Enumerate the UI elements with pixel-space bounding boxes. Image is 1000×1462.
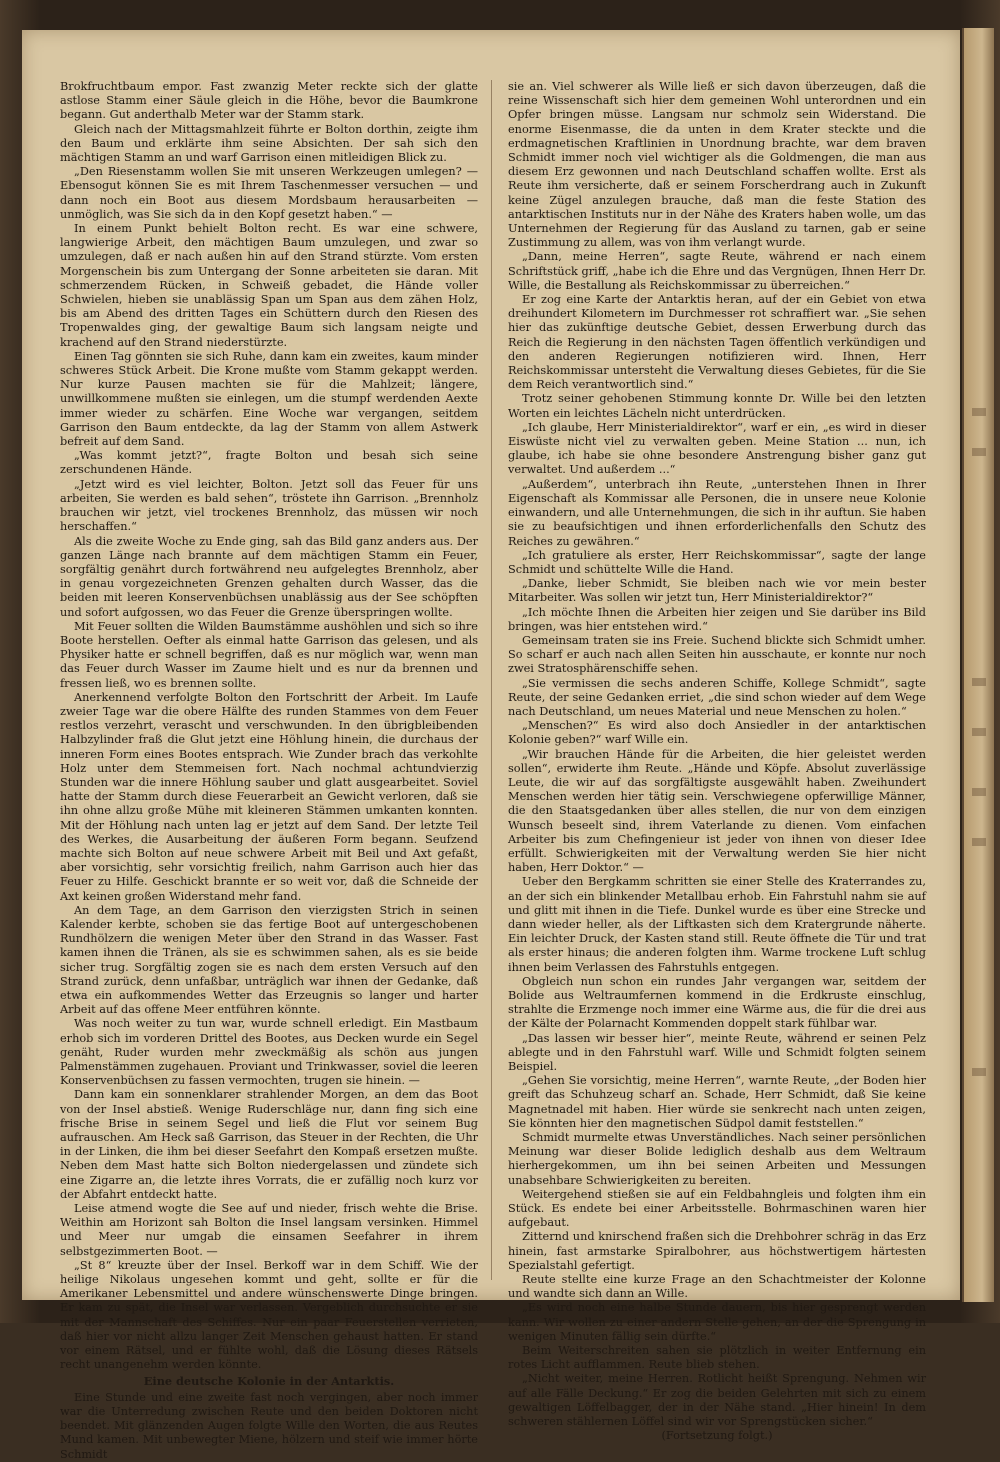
paragraph: Trotz seiner gehobenen Stimmung konnte Dr. Wille bei den letzten Worten ein leichtes Lächeln nicht unterdrücken. — [508, 392, 926, 420]
paragraph: An dem Tage, an dem Garrison den vierzigsten Strich in seinen Kalender kerbte, schoben sie das fertige Boot auf untergeschobenen Rundhölzern die wenigen Meter über den Strand in das Wasser. Fast kamen ihnen die Tränen, als sie es schwimmen sahen, als es sie beide sicher trug. Sorgfältig zogen sie es nach dem ersten Versuch auf den Strand zurück, denn unfaßbar, unträglich war ihnen der Gedanke, daß etwa ein aufkommendes Wetter das Erzeugnis so langer und harter Arbeit auf das offene Meer entführen könnte. — [60, 903, 478, 1017]
paragraph: Eine Stunde und eine zweite fast noch vergingen, aber noch immer war die Unterredung zwischen Reute und den beiden Doktoren nicht beendet. Mit glänzenden Augen folgte Wille den Worten, die aus Reutes Mund kamen. Mit unbewegter Miene, hölzern und steif wie immer hörte Schmidt — [60, 1390, 478, 1461]
paragraph: Brokfruchtbaum empor. Fast zwanzig Meter reckte sich der glatte astlose Stamm einer Säule gleich in die Höhe, bevor die Baumkrone begann. Gut anderthalb Meter war der Stamm stark. — [60, 80, 478, 122]
paragraph: „Außerdem“, unterbrach ihn Reute, „unterstehen Ihnen in Ihrer Eigenschaft als Kommissar alle Personen, die in unsere neue Kolonie einwandern, und alle Unternehmungen, die sich in ihr auftun. Sie haben sie zu beaufsichtigen und ihnen erforderlichenfalls den Schutz des Reiches zu gewähren.“ — [508, 477, 926, 548]
paragraph: Dann kam ein sonnenklarer strahlender Morgen, an dem das Boot von der Insel abstieß. Wenige Ruderschläge nur, dann fing sich eine frische Brise in seinem Segel und ließ die Flut vor seinem Bug aufrauschen. Am Heck saß Garrison, das Steuer in der Rechten, die Uhr in der Linken, die ihm bei dieser Seefahrt den Kompaß ersetzen mußte. Neben dem Mast hatte sich Bolton niedergelassen und zündete sich eine Zigarre an, die letzte ihres Vorrats, die er zufällig noch kurz vor der Abfahrt entdeckt hatte. — [60, 1088, 478, 1201]
paragraph: „Danke, lieber Schmidt, Sie bleiben nach wie vor mein bester Mitarbeiter. Was sollen wir jetzt tun, Herr Ministerialdirektor?“ — [508, 577, 926, 605]
paragraph: Zitternd und knirschend fraßen sich die Drehbohrer schräg in das Erz hinein, fast armstarke Spiralbohrer, aus höchstwertigem härtesten Spezialstahl gefertigt. — [508, 1230, 926, 1272]
paragraph: Gleich nach der Mittagsmahlzeit führte er Bolton dorthin, zeigte ihm den Baum und erklärte ihm seine Absichten. Der sah sich den mächtigen Stamm an und warf Garrison einen mitleidigen Blick zu. — [60, 122, 478, 165]
paragraph: „Was kommt jetzt?“, fragte Bolton und besah sich seine zerschundenen Hände. — [60, 449, 478, 477]
paragraph: Mit Feuer sollten die Wilden Baumstämme aushöhlen und sich so ihre Boote herstellen. Oefter als einmal hatte Garrison das gelesen, und als Physiker hatte er schnell begriffen, daß es nur möglich war, wenn man das Feuer durch Wasser im Zaume hielt und es nur da brennen und fressen ließ, wo es brennen sollte. — [60, 619, 478, 690]
paragraph: Ueber den Bergkamm schritten sie einer Stelle des Kraterrandes zu, an der sich ein blinkender Metallbau erhob. Ein Fahrstuhl nahm sie auf und glitt mit ihnen in die Tiefe. Dunkel wurde es über eine Strecke und dann wieder heller, als der Liftkasten sich dem Kratergrunde näherte. Ein leichter Druck, der Kasten stand still. Reute öffnete die Tür und trat als erster hinaus; die anderen folgten ihm. Warme trockene Luft schlug ihnen beim Verlassen des Fahrstuhls entgegen. — [508, 875, 926, 974]
paragraph: „Dann, meine Herren“, sagte Reute, während er nach einem Schriftstück griff, „habe ich die Ehre und das Vergnügen, Ihnen Herr Dr. Wille, die Bestallung als Reichskommissar zu überreichen.“ — [508, 250, 926, 292]
paragraph: „St 8“ kreuzte über der Insel. Berkoff war in dem Schiff. Wie der heilige Nikolaus ungesehen kommt und geht, sollte er für die Amerikaner Lebensmittel und andere wünschenswerte Dinge bringen. Er kam zu spät, die Insel war verlassen. Vergeblich durchsuchte er sie mit der Mannschaft des Schiffes. Nur ein paar Feuerstellen verrieten, daß hier vor nicht allzu langer Zeit Menschen gehaust hatten. Er stand vor einem Rätsel, und er fühlte wohl, daß die Lösung dieses Rätsels recht unangenehm werden könnte. — [60, 1258, 478, 1372]
paragraph: „Ich glaube, Herr Ministerialdirektor“, warf er ein, „es wird in dieser Eiswüste nicht viel zu verwalten geben. Meine Station ... nun, ich glaube, ich habe sie ohne besondere Anstrengung bisher ganz gut verwaltet. Und außerdem ...“ — [508, 420, 926, 477]
paragraph: „Gehen Sie vorsichtig, meine Herren“, warnte Reute, „der Boden hier greift das Schuhzeug scharf an. Schade, Herr Schmidt, daß Sie keine Magnetnadel mit haben. Hier würde sie senkrecht nach unten zeigen, Sie könnten hier den magnetischen Südpol damit feststellen.“ — [508, 1074, 926, 1130]
paragraph: Was noch weiter zu tun war, wurde schnell erledigt. Ein Mastbaum erhob sich im vorderen Drittel des Bootes, aus Decken wurde ein Segel genäht, Ruder wurden mehr zweckmäßig als schön aus jungen Palmenstämmen zugehauen. Proviant und Trinkwasser, soviel die leeren Konservenbüchsen zu fassen vermochten, trugen sie hinein. — — [60, 1017, 478, 1088]
paragraph: „Nicht weiter, meine Herren. Rotlicht heißt Sprengung. Nehmen wir auf alle Fälle Deckung.“ Er zog die beiden Gelehrten mit sich zu einem gewaltigen Löffelbagger, der in der Nähe stand. „Hier hinein! In dem schweren stählernen Löffel sind wir vor Sprengstücken sicher.“ — [508, 1372, 926, 1429]
paragraph: Als die zweite Woche zu Ende ging, sah das Bild ganz anders aus. Der ganzen Länge nach brannte auf dem mächtigen Stamm ein Feuer, sorgfältig genährt durch fortwährend neu aufgelegtes Brennholz, aber in genau vorgezeichneten Grenzen gehalten durch Wasser, das die beiden mit leeren Konservenbüchsen unablässig aus der See schöpften und sofort aufgossen, wo das Feuer die Grenze überspringen wollte. — [60, 534, 478, 619]
paragraph: „Das lassen wir besser hier“, meinte Reute, während er seinen Pelz ablegte und in den Fahrstuhl warf. Wille und Schmidt folgten seinem Beispiel. — [508, 1031, 926, 1074]
paragraph: Leise atmend wogte die See auf und nieder, frisch wehte die Brise. Weithin am Horizont sah Bolton die Insel langsam versinken. Himmel und Meer nur umgab die einsamen Seefahrer in ihrem selbstgezimmerten Boot. — — [60, 1202, 478, 1258]
paragraph: Einen Tag gönnten sie sich Ruhe, dann kam ein zweites, kaum minder schweres Stück Arbeit. Die Krone mußte vom Stamm gekappt werden. Nur kurze Pausen machten sie für die Mahlzeit; längere, unwillkommene mußten sie einlegen, um die stumpf werdenden Aexte immer wieder zu schärfen. Eine Woche war vergangen, seitdem Garrison den Baum entdeckte, da lag der Stamm von allem Astwerk befreit auf dem Sand. — [60, 349, 478, 449]
paragraph: Gemeinsam traten sie ins Freie. Suchend blickte sich Schmidt umher. So scharf er auch nach allen Seiten hin ausschaute, er konnte nur noch zwei Stratosphärenschiffe sehen. — [508, 633, 926, 676]
adjacent-page-edge — [962, 28, 994, 1302]
column-divider — [491, 80, 492, 1280]
paragraph: Er zog eine Karte der Antarktis heran, auf der ein Gebiet von etwa dreihundert Kilometern im Durchmesser rot schraffiert war. „Sie sehen hier das zukünftige deutsche Gebiet, dessen Erwerbung durch das Reich die Regierung in den nächsten Tagen öffentlich verkündigen und den anderen Regierungen notifizieren wird. Ihnen, Herr Reichskommissar untersteht die Verwaltung dieses Gebietes, für die Sie dem Reich verantwortlich sind.“ — [508, 293, 926, 392]
paragraph: „Wir brauchen Hände für die Arbeiten, die hier geleistet werden sollen“, erwiderte ihm Reute. „Hände und Köpfe. Absolut zuverlässige Leute, die wir auf das sorgfältigste ausgewählt haben. Zweihundert Menschen werden hier tätig sein. Verschwiegene opferwillige Männer, die den Staatsgedanken über alles stellen, die nur von dem einzigen Wunsch beseelt sind, ihrem Vaterlande zu dienen. Vom einfachen Arbeiter bis zum Chefingenieur ist jeder von ihnen von dieser Idee erfüllt. Schwierigkeiten mit der Verwaltung werden Sie hier nicht haben, Herr Doktor.“ — — [508, 747, 926, 875]
section-heading: Eine deutsche Kolonie in der Antarktis. — [143, 1374, 395, 1389]
paragraph: „Es wird noch eine halbe Stunde dauern, bis hier gesprengt werden kann. Wir wollen zu einer andern Stelle gehen, an der die Sprengung in wenigen Minuten fällig sein dürfte.“ — [508, 1301, 926, 1343]
right-column — [508, 80, 926, 1443]
paragraph: „Sie vermissen die sechs anderen Schiffe, Kollege Schmidt“, sagte Reute, der seine Gedanken erriet, „die sind schon wieder auf dem Wege nach Deutschland, um neues Material und neue Menschen zu holen.“ — [508, 676, 926, 718]
paragraph: In einem Punkt behielt Bolton recht. Es war eine schwere, langwierige Arbeit, den mächtigen Baum umzulegen, und zwar so umzulegen, daß er nach außen hin auf den Strand stürzte. Vom ersten Morgenschein bis zum Untergang der Sonne arbeiteten sie daran. Mit schmerzendem Rücken, in Schweiß gebadet, die Hände voller Schwielen, hieben sie unablässig Span um Span aus dem zähen Holz, bis am Abend des dritten Tages ein Schüttern durch den Riesen des Tropenwaldes ging, der gewaltige Baum sich langsam neigte und krachend auf den Strand niederstürzte. — [60, 222, 478, 349]
left-column — [60, 80, 478, 1461]
paragraph: Weitergehend stießen sie auf ein Feldbahngleis und folgten ihm ein Stück. Es endete bei einer Arbeitsstelle. Bohrmaschinen waren hier aufgebaut. — [508, 1187, 926, 1230]
paragraph: sie an. Viel schwerer als Wille ließ er sich davon überzeugen, daß die reine Wissenschaft sich hier dem gemeinen Wohl unterordnen und ein Opfer bringen müsse. Langsam nur schmolz sein Widerstand. Die enorme Eisenmasse, die da unten in dem Krater steckte und die erdmagnetischen Kraftlinien in Unordnung brachte, war dem braven Schmidt immer noch viel wichtiger als die Goldmengen, die man aus diesem Erz gewonnen und nach Deutschland schaffen wollte. Erst als Reute ihm versicherte, daß er seinem Forscherdrang auch in Zukunft keine Zügel anzulegen brauche, daß man die feste Station des antarktischen Instituts nur in der Nähe des Kraters haben wolle, um das Unternehmen der Regierung für das Ausland zu tarnen, gab er seine Zustimmung zu allem, was von ihm verlangt wurde. — [508, 80, 926, 250]
paragraph: „Ich gratuliere als erster, Herr Reichskommissar“, sagte der lange Schmidt und schüttelte Wille die Hand. — [508, 548, 926, 576]
paragraph: „Jetzt wird es viel leichter, Bolton. Jetzt soll das Feuer für uns arbeiten, Sie werden es bald sehen“, tröstete ihn Garrison. „Brennholz brauchen wir jetzt, viel trockenes Brennholz, das müssen wir noch herschaffen.“ — [60, 477, 478, 534]
paragraph: Schmidt murmelte etwas Unverständliches. Nach seiner persönlichen Meinung war dieser Bolide lediglich deshalb aus dem Weltraum hierhergekommen, um ihn bei seinen Arbeiten und Messungen unabsehbare Schwierigkeiten zu bereiten. — [508, 1131, 926, 1187]
paragraph: „Menschen?“ Es wird also doch Ansiedler in der antarktischen Kolonie geben?“ warf Wille ein. — [508, 719, 926, 747]
paragraph: „Ich möchte Ihnen die Arbeiten hier zeigen und Sie darüber ins Bild bringen, was hier entstehen wird.“ — [508, 605, 926, 633]
paragraph: Obgleich nun schon ein rundes Jahr vergangen war, seitdem der Bolide aus Weltraumfernen kommend in die Erdkruste einschlug, strahlte die Erzmenge noch immer eine Wärme aus, die für die drei aus der Kälte der Polarnacht Kommenden doppelt stark fühlbar war. — [508, 974, 926, 1031]
paragraph: „Den Riesenstamm wollen Sie mit unseren Werkzeugen umlegen? — Ebensogut können Sie es mit Ihrem Taschenmesser versuchen — und dann noch ein Boot aus diesem Mordsbaum herausarbeiten — unmöglich, was Sie sich da in den Kopf gesetzt haben.“ — — [60, 165, 478, 221]
paragraph: Anerkennend verfolgte Bolton den Fortschritt der Arbeit. Im Laufe zweier Tage war die obere Hälfte des runden Stammes von dem Feuer restlos verzehrt, verascht und verschwunden. In den übrigbleibenden Halbzylinder fraß die Glut jetzt eine Höhlung hinein, die durchaus der inneren Form eines Bootes entsprach. Wie Zunder brach das verkohlte Holz unter dem Stemmeisen fort. Nach nochmal achtundvierzig Stunden war die innere Höhlung sauber und glatt ausgearbeitet. Soviel hatte der Stamm durch diese Feuerarbeit an Gewicht verloren, daß sie ihn ohne allzu große Mühe mit kleineren Stämmen umkanten konnten. Mit der Höhlung nach unten lag er jetzt auf dem Sand. Der letzte Teil des Werkes, die Ausarbeitung der äußeren Form begann. Seufzend machte sich Bolton auf neue schwere Arbeit mit Beil und Axt gefaßt, aber vorsichtig, sehr vorsichtig freilich, nahm Garrison auch hier das Feuer zu Hilfe. Geschickt brannte er so weit vor, daß die Schneide der Axt keinen großen Widerstand mehr fand. — [60, 690, 478, 903]
paragraph: Beim Weiterschreiten sahen sie plötzlich in weiter Entfernung ein rotes Licht aufflammen. Reute blieb stehen. — [508, 1344, 926, 1372]
paragraph: Reute stellte eine kurze Frage an den Schachtmeister der Kolonne und wandte sich dann an Wille. — [508, 1273, 926, 1301]
continuation-note: (Fortsetzung folgt.) — [661, 1429, 773, 1443]
